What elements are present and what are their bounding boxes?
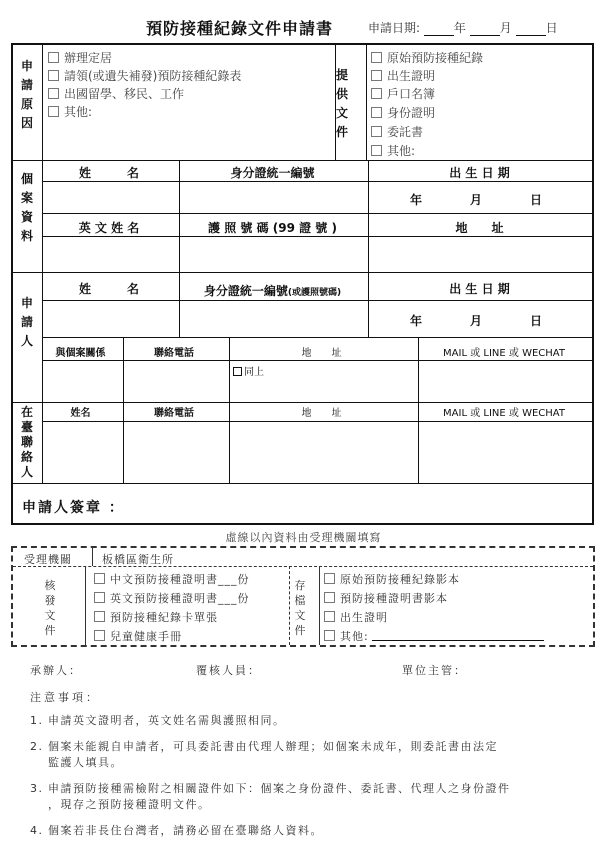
case-name-header: 姓 名 — [78, 166, 139, 180]
contact-contact-header: MAIL 或 LINE 或 WECHAT — [443, 408, 565, 419]
archive-option-other[interactable]: 其他: — [324, 628, 369, 644]
note-item: 4. 個案若非長住台灣者，請務必留在臺聯絡人資料。 — [30, 824, 323, 837]
case-address-header: 地 址 — [455, 221, 504, 235]
office-issue-divider — [85, 566, 86, 645]
reason-divider-2 — [366, 45, 367, 160]
applicant-row-2 — [42, 337, 592, 338]
checkbox-icon — [371, 126, 382, 137]
checkbox-icon — [371, 70, 382, 81]
applicant-phone-header: 聯絡電話 — [154, 348, 194, 359]
note-item: 1. 申請英文證明者，英文姓名需與護照相同。 — [30, 714, 286, 727]
section-divider-reason — [13, 160, 592, 161]
checkbox-icon — [324, 611, 335, 622]
checkbox-icon — [324, 573, 335, 584]
checkbox-icon — [371, 145, 382, 156]
issue-option-handbook[interactable]: 兒童健康手冊 — [94, 628, 182, 644]
office-use-note: 虛線以內資料由受理機關填寫 — [225, 531, 382, 544]
case-row-3 — [42, 236, 592, 237]
applicant-contact-header: MAIL 或 LINE 或 WECHAT — [443, 348, 565, 359]
applicant-name-header: 姓 名 — [78, 282, 139, 296]
local-contact-section-label: 在 臺 聯 絡 人 — [20, 405, 33, 479]
checkbox-icon — [94, 630, 105, 641]
checkbox-icon — [94, 573, 105, 584]
checkbox-icon — [371, 88, 382, 99]
handler-label: 承辦人： — [30, 664, 82, 677]
document-option-original[interactable]: 原始預防接種紀錄 — [371, 49, 483, 67]
date-year-label: 年 — [453, 21, 466, 35]
issue-option-english[interactable]: 英文預防接種證明書___份 — [94, 590, 250, 606]
checkbox-icon — [371, 52, 382, 63]
case-row-1 — [42, 181, 592, 182]
document-option-id[interactable]: 身份證明 — [371, 104, 435, 122]
applicant-birth-year: 年 — [410, 314, 423, 328]
checkbox-icon — [48, 88, 59, 99]
archive-option-birth[interactable]: 出生證明 — [324, 609, 388, 625]
applicant-birth-day: 日 — [530, 314, 543, 328]
checkbox-icon — [48, 70, 59, 81]
document-option-household[interactable]: 戶口名簿 — [371, 85, 435, 103]
reason-option-settlement[interactable]: 辦理定居 — [48, 49, 112, 67]
office-row-divider — [13, 566, 593, 567]
date-month-field[interactable] — [470, 24, 500, 36]
date-day-label: 日 — [545, 21, 558, 35]
reason-option-abroad[interactable]: 出國留學、移民、工作 — [48, 85, 184, 103]
checkbox-icon — [371, 107, 382, 118]
case-row-2 — [42, 213, 592, 214]
case-birth-year: 年 — [410, 193, 423, 207]
agency-value: 板橋區衛生所 — [102, 553, 174, 566]
reason-section-label: 申 請 原 因 — [20, 59, 33, 130]
checkbox-icon — [324, 630, 335, 641]
case-id-header: 身分證統一編號 — [230, 166, 315, 180]
contact-address-header: 地 址 — [301, 408, 342, 419]
form-title: 預防接種紀錄文件申請書 — [146, 19, 334, 38]
checkbox-icon — [233, 367, 242, 376]
contact-name-header: 姓名 — [70, 408, 91, 419]
case-birth-month: 月 — [470, 193, 483, 207]
applicant-relation-header: 與個案關係 — [55, 348, 106, 359]
supervisor-label: 單位主管： — [402, 664, 467, 677]
archive-option-original[interactable]: 原始預防接種紀錄影本 — [324, 571, 460, 587]
applicant-address-header: 地 址 — [301, 348, 342, 359]
office-archive-divider — [319, 566, 320, 645]
issue-option-card[interactable]: 預防接種紀錄卡單張 — [94, 609, 218, 625]
checkbox-icon — [48, 52, 59, 63]
case-section-label: 個 案 資 料 — [20, 172, 33, 243]
archive-option-certificate[interactable]: 預防接種證明書影本 — [324, 590, 448, 606]
office-mid-divider — [289, 566, 290, 645]
date-month-label: 月 — [499, 21, 512, 35]
notes-title: 注意事項： — [30, 691, 100, 704]
agency-label: 受理機關 — [24, 553, 72, 566]
document-option-birth[interactable]: 出生證明 — [371, 67, 435, 85]
case-birth-header: 出 生 日 期 — [449, 166, 510, 180]
section-divider-case — [13, 272, 592, 273]
note-item: 3. 申請預防接種需檢附之相關證件如下：個案之身份證件、委託書、代理人之身份證件 ，現存之預防接種證明文件。 — [30, 782, 511, 811]
applicant-row-1 — [42, 300, 592, 301]
checkbox-icon — [94, 611, 105, 622]
contact-row-1 — [42, 421, 592, 422]
section-divider-contact — [13, 483, 592, 484]
office-agency-divider — [92, 548, 93, 566]
case-english-name-header: 英 文 姓 名 — [78, 221, 140, 235]
applicant-same-as-above[interactable]: 同上 — [233, 363, 264, 378]
checkbox-icon — [324, 592, 335, 603]
applicant-row-3 — [42, 360, 592, 361]
applicant-section-label: 申 請 人 — [20, 296, 33, 348]
date-label: 申請日期: — [368, 21, 421, 35]
case-birth-day: 日 — [530, 193, 543, 207]
issue-documents-label: 核 發 文 件 — [44, 579, 56, 637]
checkbox-icon — [48, 106, 59, 117]
applicant-signature-label: 申請人簽章 ： — [22, 500, 125, 516]
reason-option-other[interactable]: 其他: — [48, 103, 92, 121]
applicant-birth-month: 月 — [470, 314, 483, 328]
archive-other-underline[interactable] — [372, 640, 544, 641]
application-date — [368, 19, 558, 36]
section-divider-applicant — [13, 402, 592, 403]
case-passport-header: 護 照 號 碼 (99 證 號 ) — [208, 221, 337, 235]
checkbox-icon — [94, 592, 105, 603]
document-option-proxy[interactable]: 委託書 — [371, 123, 423, 141]
archive-documents-label: 存 檔 文 件 — [294, 579, 306, 637]
contact-phone-header: 聯絡電話 — [154, 408, 194, 419]
reviewer-label: 覆核人員： — [196, 664, 261, 677]
reason-option-record[interactable]: 請領(或遺失補發)預防接種紀錄表 — [48, 67, 241, 85]
applicant-id-header: 身分證統一編號(或護照號碼) — [203, 284, 342, 298]
issue-option-chinese[interactable]: 中文預防接種證明書___份 — [94, 571, 250, 587]
applicant-birth-header: 出 生 日 期 — [449, 282, 510, 296]
documents-section-label: 提 供 文 件 — [335, 68, 348, 139]
date-year-field[interactable] — [424, 24, 454, 36]
document-option-other[interactable]: 其他: — [371, 142, 415, 160]
date-day-field[interactable] — [516, 24, 546, 36]
note-item: 2. 個案未能親自申請者，可具委託書由代理人辦理；如個案未成年，則委託書由法定 監護人填具。 — [30, 740, 498, 769]
